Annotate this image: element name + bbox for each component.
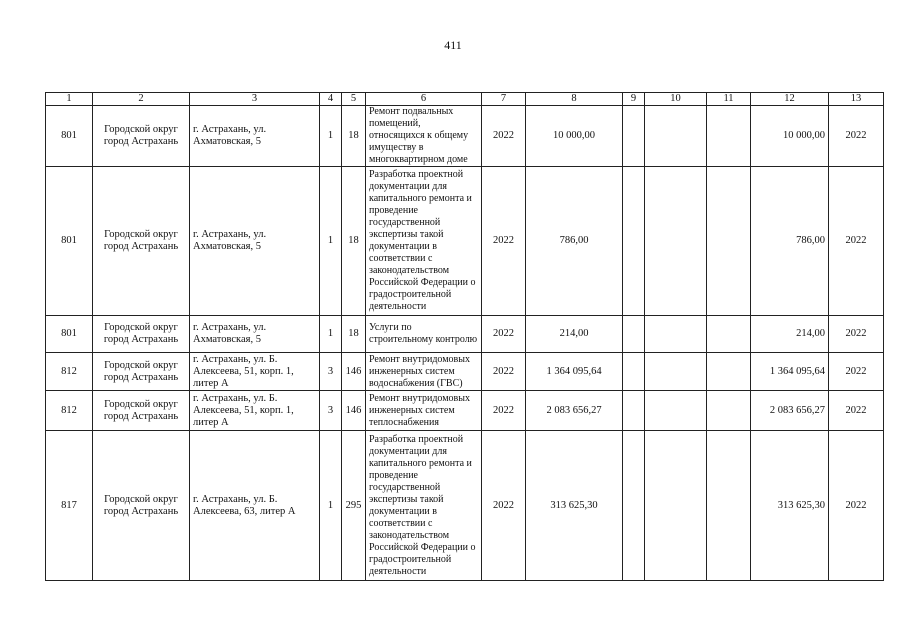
work-description: Ремонт подвальных помещений, относящихся к общему имуществу в многоквартирном доме (366, 106, 482, 167)
column-number-row (46, 93, 884, 106)
col-9-value (623, 167, 645, 316)
column-header: 3 (190, 93, 320, 106)
address: г. Астрахань, ул. Ахматовская, 5 (190, 316, 320, 353)
column-header: 13 (829, 93, 884, 106)
municipality: Городской округ город Астрахань (93, 167, 190, 316)
municipality: Городской округ город Астрахань (93, 431, 190, 581)
row-number: 817 (46, 431, 93, 581)
row-number: 801 (46, 106, 93, 167)
amount-total: 10 000,00 (526, 106, 623, 167)
col-5-value: 18 (342, 106, 366, 167)
column-header: 10 (645, 93, 707, 106)
column-header: 2 (93, 93, 190, 106)
col-11-value (707, 431, 751, 581)
column-header: 4 (320, 93, 342, 106)
work-description: Разработка проектной документации для капитального ремонта и проведение государственной экспертизы такой документации в соответствии с законодательством Российской Федерации о градостроительной деятельности (366, 431, 482, 581)
address: г. Астрахань, ул. Ахматовская, 5 (190, 106, 320, 167)
column-header: 12 (751, 93, 829, 106)
col-4-value: 1 (320, 167, 342, 316)
table-row (46, 431, 884, 581)
col-5-value: 146 (342, 391, 366, 431)
column-header: 11 (707, 93, 751, 106)
completion-year: 2022 (829, 391, 884, 431)
amount-total: 313 625,30 (526, 431, 623, 581)
col-10-value (645, 106, 707, 167)
col-10-value (645, 391, 707, 431)
col-5-value: 146 (342, 353, 366, 391)
col-4-value: 1 (320, 431, 342, 581)
column-header: 8 (526, 93, 623, 106)
col-11-value (707, 167, 751, 316)
amount-final: 214,00 (751, 316, 829, 353)
amount-total: 786,00 (526, 167, 623, 316)
column-header: 7 (482, 93, 526, 106)
completion-year: 2022 (829, 353, 884, 391)
municipality: Городской округ город Астрахань (93, 391, 190, 431)
col-4-value: 3 (320, 391, 342, 431)
col-11-value (707, 391, 751, 431)
completion-year: 2022 (829, 316, 884, 353)
address: г. Астрахань, ул. Б. Алексеева, 63, литер А (190, 431, 320, 581)
amount-final: 786,00 (751, 167, 829, 316)
column-header: 6 (366, 93, 482, 106)
work-description: Услуги по строительному контролю (366, 316, 482, 353)
amount-total: 2 083 656,27 (526, 391, 623, 431)
year: 2022 (482, 431, 526, 581)
table-row (46, 167, 884, 316)
col-11-value (707, 353, 751, 391)
completion-year: 2022 (829, 431, 884, 581)
amount-final: 10 000,00 (751, 106, 829, 167)
col-5-value: 18 (342, 316, 366, 353)
col-11-value (707, 316, 751, 353)
year: 2022 (482, 353, 526, 391)
work-description: Ремонт внутридомовых инженерных систем водоснабжения (ГВС) (366, 353, 482, 391)
amount-total: 214,00 (526, 316, 623, 353)
col-5-value: 18 (342, 167, 366, 316)
completion-year: 2022 (829, 167, 884, 316)
col-4-value: 1 (320, 106, 342, 167)
year: 2022 (482, 167, 526, 316)
col-5-value: 295 (342, 431, 366, 581)
amount-total: 1 364 095,64 (526, 353, 623, 391)
col-9-value (623, 353, 645, 391)
completion-year: 2022 (829, 106, 884, 167)
row-number: 801 (46, 167, 93, 316)
amount-final: 2 083 656,27 (751, 391, 829, 431)
year: 2022 (482, 106, 526, 167)
address: г. Астрахань, ул. Б. Алексеева, 51, корп. 1, литер А (190, 353, 320, 391)
table-row (46, 106, 884, 167)
page-number: 411 (444, 38, 462, 52)
row-number: 812 (46, 391, 93, 431)
municipality: Городской округ город Астрахань (93, 353, 190, 391)
row-number: 812 (46, 353, 93, 391)
col-11-value (707, 106, 751, 167)
municipality: Городской округ город Астрахань (93, 316, 190, 353)
col-4-value: 1 (320, 316, 342, 353)
col-10-value (645, 431, 707, 581)
col-10-value (645, 167, 707, 316)
col-10-value (645, 353, 707, 391)
col-10-value (645, 316, 707, 353)
table-row (46, 316, 884, 353)
amount-final: 313 625,30 (751, 431, 829, 581)
register-table (45, 92, 884, 581)
table-row (46, 391, 884, 431)
work-description: Разработка проектной документации для капитального ремонта и проведение государственной экспертизы такой документации в соответствии с законодательством Российской Федерации о градостроительной деятельности (366, 167, 482, 316)
col-4-value: 3 (320, 353, 342, 391)
col-9-value (623, 316, 645, 353)
col-9-value (623, 431, 645, 581)
work-description: Ремонт внутридомовых инженерных систем теплоснабжения (366, 391, 482, 431)
table-row (46, 353, 884, 391)
year: 2022 (482, 391, 526, 431)
col-9-value (623, 391, 645, 431)
municipality: Городской округ город Астрахань (93, 106, 190, 167)
address: г. Астрахань, ул. Б. Алексеева, 51, корп. 1, литер А (190, 391, 320, 431)
amount-final: 1 364 095,64 (751, 353, 829, 391)
row-number: 801 (46, 316, 93, 353)
address: г. Астрахань, ул. Ахматовская, 5 (190, 167, 320, 316)
col-9-value (623, 106, 645, 167)
column-header: 5 (342, 93, 366, 106)
year: 2022 (482, 316, 526, 353)
column-header: 1 (46, 93, 93, 106)
column-header: 9 (623, 93, 645, 106)
